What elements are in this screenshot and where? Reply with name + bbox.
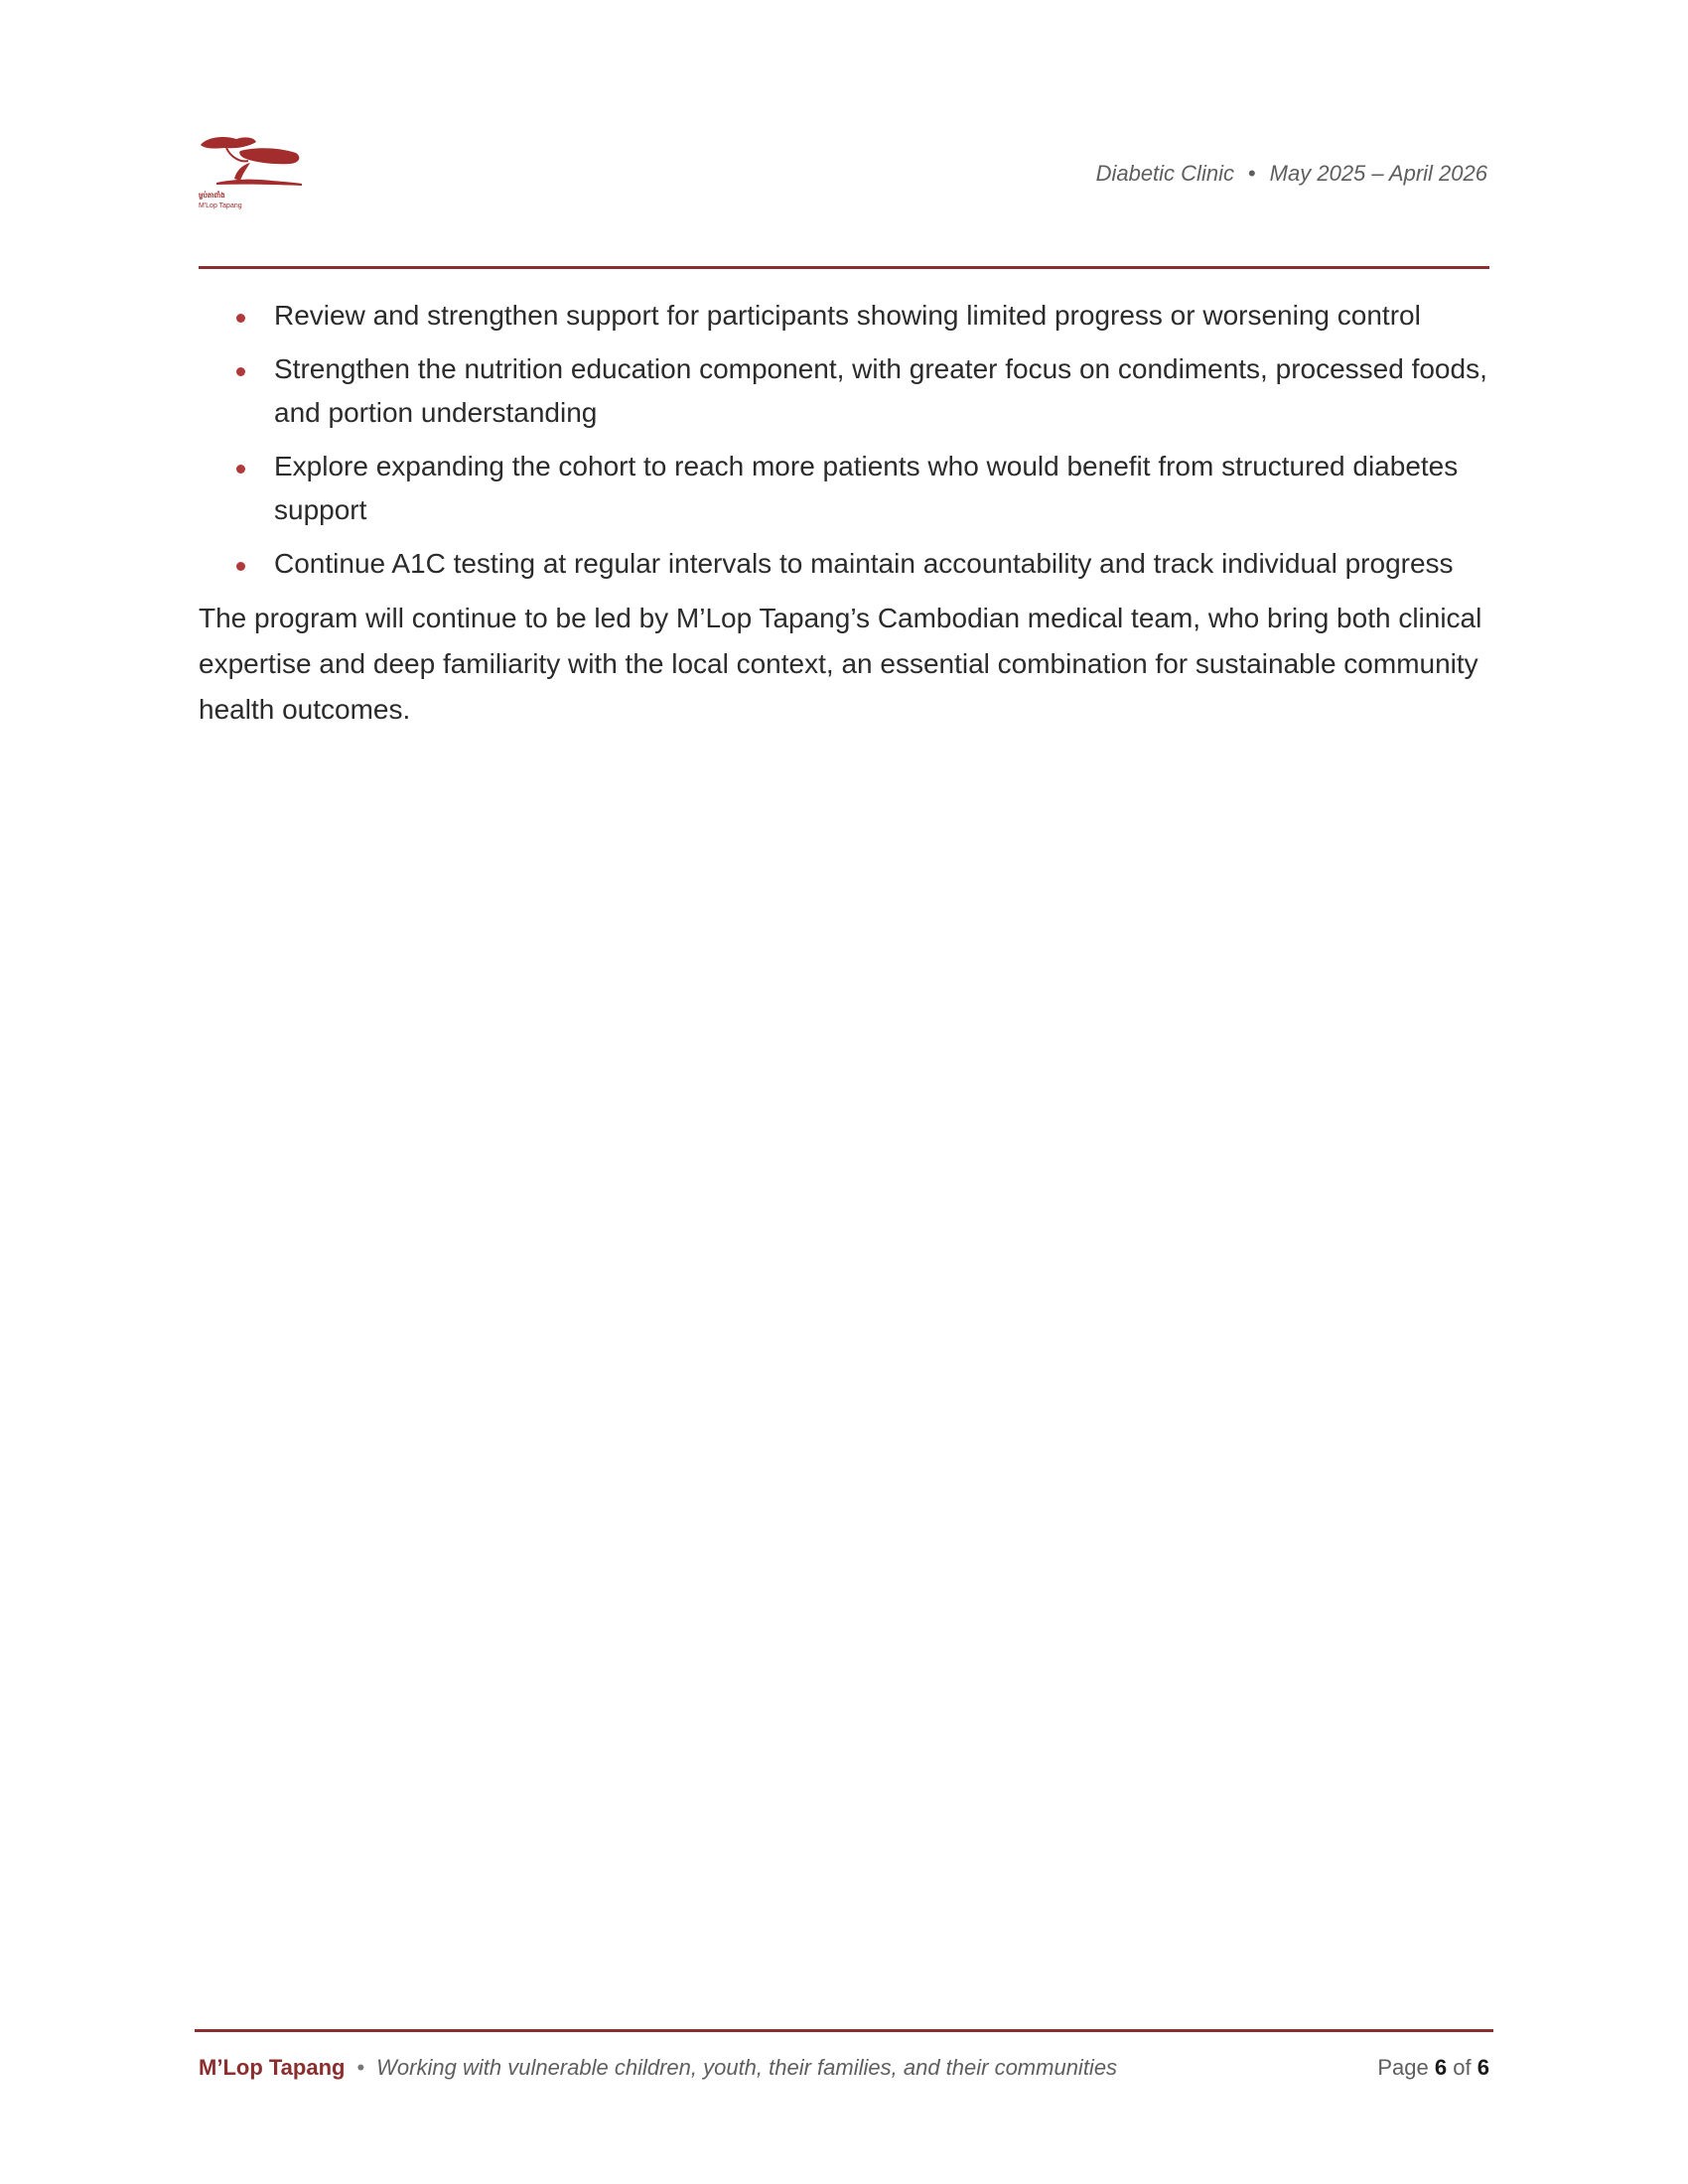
report-period: May 2025 – April 2026: [1269, 161, 1487, 186]
page-of: of: [1453, 2055, 1472, 2080]
list-item-text: Strengthen the nutrition education component, with greater focus on condiments, processed foods, and portion understanding: [274, 353, 1487, 428]
list-item: [199, 445, 1489, 532]
header-separator: •: [1247, 161, 1256, 186]
header-divider: [199, 266, 1489, 269]
footer-divider: [195, 2029, 1493, 2032]
logo-khmer-text: ម្លប់តាពាំង: [199, 193, 225, 200]
footer-separator: •: [356, 2055, 365, 2080]
page-total: 6: [1477, 2055, 1489, 2080]
page-footer: [199, 2055, 1489, 2081]
footer-org-name: M’Lop Tapang: [199, 2055, 346, 2080]
organization-logo: [197, 133, 306, 214]
bonsai-tree-logo-icon: [197, 133, 306, 193]
list-item: [199, 542, 1489, 586]
list-item-text: Continue A1C testing at regular intervals to maintain accountability and track individual progress: [274, 548, 1454, 579]
list-item: [199, 294, 1489, 338]
bullet-icon: [236, 465, 245, 474]
page-prefix: Page: [1377, 2055, 1429, 2080]
header-info: [1096, 161, 1487, 187]
logo-name-text: M'Lop Tapang: [199, 203, 242, 209]
footer-tagline: Working with vulnerable children, youth, their families, and their communities: [376, 2055, 1118, 2080]
page-current: 6: [1434, 2055, 1448, 2080]
program-name: Diabetic Clinic: [1095, 161, 1234, 186]
recommendations-list: [199, 294, 1489, 586]
page-content: [199, 294, 1489, 733]
bullet-icon: [236, 314, 245, 323]
list-item-text: Explore expanding the cohort to reach more patients who would benefit from structured diabetes support: [274, 451, 1459, 525]
list-item-text: Review and strengthen support for participants showing limited progress or worsening control: [274, 300, 1421, 331]
closing-paragraph: The program will continue to be led by M’Lop Tapang’s Cambodian medical team, who bring both clinical expertise and deep familiarity with the local context, an essential combination for sustainable community health outcomes.: [199, 603, 1482, 725]
page-number: [1377, 2055, 1489, 2081]
list-item: [199, 347, 1489, 435]
bullet-icon: [236, 367, 245, 376]
bullet-icon: [236, 562, 245, 571]
